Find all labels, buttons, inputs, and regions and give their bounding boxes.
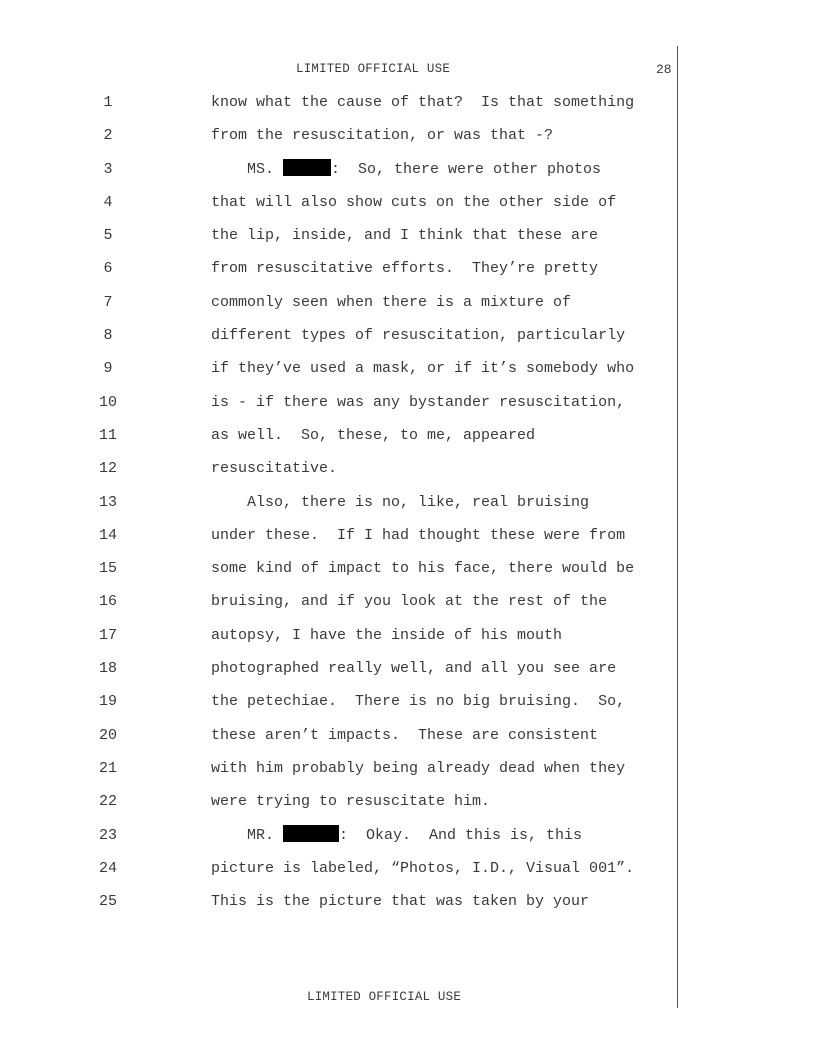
transcript-line: [0, 258, 816, 291]
line-text-segment: bruising, and if you look at the rest of the: [211, 593, 608, 611]
line-number: 18: [98, 660, 117, 678]
line-number: 6: [103, 260, 113, 278]
line-text: [211, 458, 337, 480]
line-number: 13: [98, 493, 117, 511]
line-text-segment: MR.: [211, 826, 284, 844]
line-number: 14: [98, 526, 117, 544]
line-number: 10: [98, 393, 117, 411]
line-text: [211, 658, 616, 680]
line-text-segment: picture is labeled, “Photos, I.D., Visual 001”.: [211, 859, 635, 877]
line-text-segment: the petechiae. There is no big bruising. So,: [211, 693, 626, 711]
header-classification: LIMITED OFFICIAL USE: [296, 62, 451, 76]
line-number: 16: [98, 593, 117, 611]
line-number: 12: [98, 460, 117, 478]
transcript-line: [0, 325, 816, 358]
transcript-line: [0, 658, 816, 691]
line-text: [211, 325, 625, 347]
page-header: [0, 62, 816, 80]
line-text: [211, 858, 634, 880]
line-text-segment: were trying to resuscitate him.: [211, 793, 491, 811]
line-text-segment: under these. If I had thought these were from: [211, 526, 626, 544]
line-text: [211, 392, 625, 414]
line-text-segment: different types of resuscitation, particularly: [211, 327, 626, 345]
line-text: [211, 691, 625, 713]
line-number: 9: [103, 360, 113, 378]
transcript-line: [0, 125, 816, 158]
transcript-line: [0, 92, 816, 125]
transcript-body: [0, 92, 816, 924]
line-number: 22: [98, 793, 117, 811]
line-text: [211, 192, 616, 214]
page-number: 28: [656, 62, 672, 77]
line-text-segment: commonly seen when there is a mixture of: [211, 293, 572, 311]
line-number: 25: [98, 893, 117, 911]
line-number: 3: [103, 160, 113, 178]
line-text: [211, 358, 634, 380]
line-text: [211, 758, 625, 780]
transcript-line: [0, 825, 816, 858]
line-text: [211, 159, 601, 181]
transcript-line: [0, 392, 816, 425]
line-text-segment: resuscitative.: [211, 460, 338, 478]
transcript-line: [0, 525, 816, 558]
transcript-line: [0, 192, 816, 225]
line-number: 1: [103, 94, 113, 111]
line-number: 11: [98, 426, 117, 444]
line-text: [211, 92, 634, 114]
line-text: [211, 591, 607, 613]
line-number: 19: [98, 693, 117, 711]
line-text-segment: This is the picture that was taken by your: [211, 893, 590, 911]
transcript-line: [0, 225, 816, 258]
line-number: 21: [98, 759, 117, 777]
line-number: 8: [103, 327, 113, 345]
transcript-line: [0, 625, 816, 658]
transcript-line: [0, 791, 816, 824]
line-text: [211, 525, 625, 547]
transcript-line: [0, 159, 816, 192]
line-text: [211, 791, 490, 813]
line-text-segment: MS.: [211, 160, 284, 178]
redaction-box: [283, 159, 331, 176]
line-text-segment: some kind of impact to his face, there would be: [211, 560, 635, 578]
line-text-segment: that will also show cuts on the other side of: [211, 193, 617, 211]
transcript-line: [0, 492, 816, 525]
transcript-line: [0, 758, 816, 791]
line-text-segment: with him probably being already dead when they: [211, 759, 626, 777]
transcript-line: [0, 725, 816, 758]
line-text-segment: if they’ve used a mask, or if it’s somebody who: [211, 360, 635, 378]
line-number: 15: [98, 560, 117, 578]
line-text: [211, 492, 589, 514]
footer-classification: LIMITED OFFICIAL USE: [307, 990, 462, 1004]
line-text-segment: Also, there is no, like, real bruising: [211, 493, 590, 511]
line-number: 24: [98, 859, 117, 877]
line-text-segment: : So, there were other photos: [331, 160, 602, 178]
line-text-segment: from resuscitative efforts. They’re pretty: [211, 260, 599, 278]
line-text-segment: is - if there was any bystander resuscitation,: [211, 393, 626, 411]
line-text-segment: the lip, inside, and I think that these are: [211, 227, 599, 245]
line-text: [211, 625, 562, 647]
line-number: 7: [103, 293, 113, 311]
line-text: [211, 425, 535, 447]
transcript-line: [0, 858, 816, 891]
line-text-segment: know what the cause of that? Is that something: [211, 94, 635, 111]
line-number: 5: [103, 227, 113, 245]
line-text-segment: as well. So, these, to me, appeared: [211, 426, 536, 444]
transcript-line: [0, 891, 816, 924]
line-text: [211, 558, 634, 580]
line-text: [211, 258, 598, 280]
line-number: 17: [98, 626, 117, 644]
transcript-line: [0, 591, 816, 624]
line-text-segment: these aren’t impacts. These are consistent: [211, 726, 599, 744]
line-text-segment: from the resuscitation, or was that -?: [211, 127, 554, 145]
line-text: [211, 125, 553, 147]
line-text-segment: : Okay. And this is, this: [339, 826, 583, 844]
line-text-segment: photographed really well, and all you see are: [211, 660, 617, 678]
line-number: 23: [98, 826, 117, 844]
line-text: [211, 225, 598, 247]
transcript-line: [0, 558, 816, 591]
line-number: 4: [103, 193, 113, 211]
line-text: [211, 891, 589, 913]
transcript-line: [0, 425, 816, 458]
transcript-line: [0, 292, 816, 325]
line-number: 2: [103, 127, 113, 145]
redaction-box: [283, 825, 339, 842]
line-number: 20: [98, 726, 117, 744]
line-text: [211, 292, 571, 314]
line-text: [211, 725, 598, 747]
line-text-segment: autopsy, I have the inside of his mouth: [211, 626, 563, 644]
transcript-line: [0, 691, 816, 724]
transcript-line: [0, 358, 816, 391]
transcript-line: [0, 458, 816, 491]
line-text: [211, 825, 582, 847]
